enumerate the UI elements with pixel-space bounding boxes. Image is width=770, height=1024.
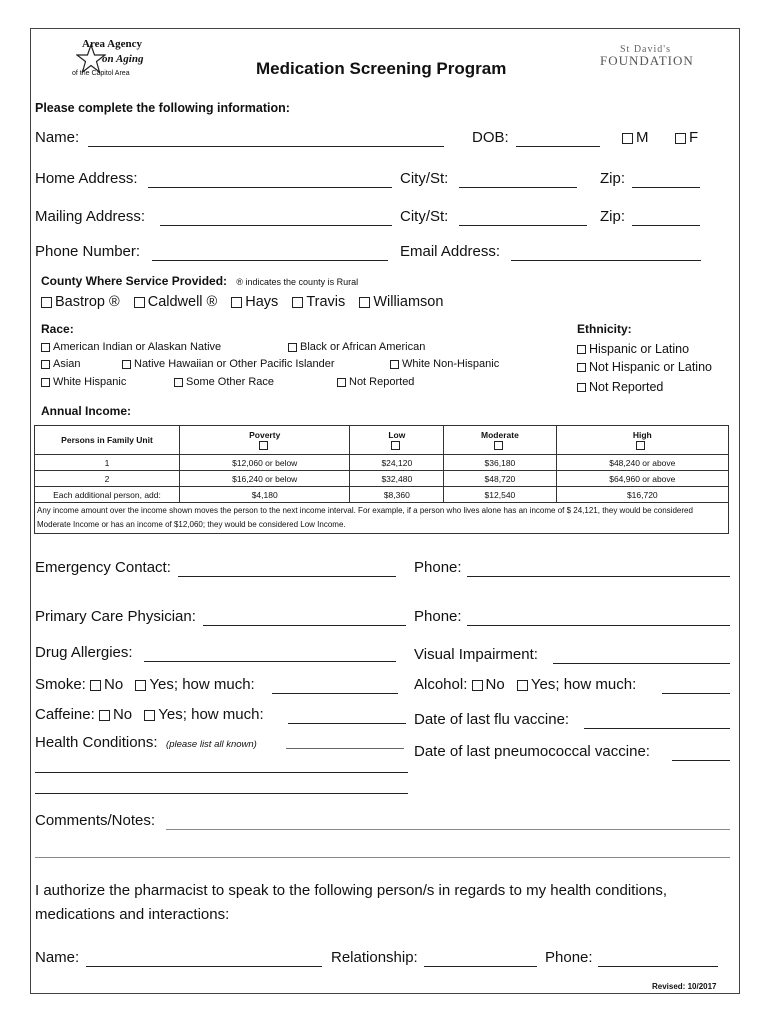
county-bastrop-label: Bastrop ® [55, 294, 120, 310]
foundation-logo-main: FOUNDATION [600, 53, 694, 68]
emergency-contact-input[interactable] [178, 576, 396, 577]
checkbox-icon[interactable] [359, 297, 370, 308]
yes-label: Yes; how much: [149, 676, 255, 693]
checkbox-icon[interactable] [494, 441, 503, 450]
county-heading [41, 274, 358, 288]
ethnicity-label: Not Hispanic or Latino [589, 360, 712, 374]
checkbox-icon[interactable] [41, 360, 50, 369]
table-cell: $32,480 [350, 471, 444, 487]
ethnicity-label: Hispanic or Latino [589, 342, 690, 356]
checkbox-icon[interactable] [41, 378, 50, 387]
authorization-text-2: medications and interactions: [35, 906, 230, 923]
auth-name-label: Name: [35, 949, 80, 966]
health-conditions-input-1[interactable] [286, 748, 404, 749]
email-input[interactable] [511, 260, 701, 261]
health-conditions-label: Health Conditions: [35, 734, 158, 751]
dob-label: DOB: [472, 129, 509, 146]
checkbox-icon[interactable] [636, 441, 645, 450]
yes-label: Yes; how much: [158, 706, 264, 723]
ethnicity-option-not-reported[interactable] [577, 380, 663, 394]
caffeine-no[interactable] [99, 706, 132, 723]
income-note: Any income amount over the income shown moves the person to the next income interval. For example, if a person who lives alone has an income of $ 24,121, they would be considered Moderate Income or has an income of $12,060; they would be considered Low Income. [35, 503, 729, 534]
income-col-low-label: Low [388, 429, 406, 440]
home-city-label: City/St: [400, 170, 449, 187]
intro-text: Please complete the following information: [35, 101, 290, 115]
race-label: Some Other Race [186, 376, 275, 388]
checkbox-icon[interactable] [99, 710, 110, 721]
aaa-logo [62, 36, 162, 82]
mailing-address-label: Mailing Address: [35, 208, 146, 225]
table-cell: 2 [35, 471, 180, 487]
checkbox-icon[interactable] [41, 297, 52, 308]
checkbox-icon[interactable] [622, 133, 633, 144]
checkbox-icon[interactable] [292, 297, 303, 308]
primary-care-label: Primary Care Physician: [35, 608, 196, 625]
table-cell: $64,960 or above [556, 471, 728, 487]
checkbox-icon[interactable] [231, 297, 242, 308]
smoke-yes[interactable] [135, 676, 254, 693]
table-cell: Each additional person, add: [35, 487, 180, 503]
ethnicity-heading: Ethnicity: [577, 322, 632, 336]
table-cell: $48,240 or above [556, 455, 728, 471]
auth-phone-label: Phone: [545, 949, 593, 966]
name-label: Name: [35, 129, 80, 146]
pneumococcal-input[interactable] [672, 760, 730, 761]
county-caldwell-label: Caldwell ® [147, 294, 218, 310]
drug-allergies-label: Drug Allergies: [35, 644, 133, 661]
caffeine-amount-input[interactable] [288, 723, 406, 724]
checkbox-icon[interactable] [391, 441, 400, 450]
home-address-label: Home Address: [35, 170, 138, 187]
county-bastrop[interactable] [41, 294, 120, 310]
income-col-high-label: High [632, 429, 652, 440]
emergency-contact-label: Emergency Contact: [35, 559, 171, 576]
phone-number-input[interactable] [152, 260, 388, 261]
checkbox-icon[interactable] [577, 363, 586, 372]
email-label: Email Address: [400, 243, 501, 260]
income-table [34, 425, 729, 534]
county-travis-label: Travis [306, 294, 346, 310]
county-options [41, 294, 443, 310]
ethnicity-option-hispanic[interactable] [577, 342, 689, 356]
income-header-row [35, 426, 729, 455]
mailing-address-input[interactable] [160, 225, 392, 226]
home-address-input[interactable] [148, 187, 392, 188]
auth-name-input[interactable] [86, 966, 322, 967]
no-label: No [112, 706, 133, 723]
checkbox-icon[interactable] [472, 680, 483, 691]
rural-note: ® indicates the county is Rural [236, 277, 359, 287]
income-col-poverty [180, 426, 350, 455]
table-cell: $4,180 [180, 487, 350, 503]
checkbox-icon[interactable] [517, 680, 528, 691]
caffeine-row [35, 706, 264, 723]
logo-sub: of the Capitol Area [72, 70, 130, 77]
foundation-logo [600, 44, 720, 70]
no-label: No [104, 676, 124, 693]
foundation-logo-top: St David's [620, 44, 671, 55]
phone-number-label: Phone Number: [35, 243, 141, 260]
income-col-moderate [444, 426, 556, 455]
checkbox-icon[interactable] [675, 133, 686, 144]
race-label: American Indian or Alaskan Native [53, 341, 222, 353]
checkbox-icon[interactable] [337, 378, 346, 387]
health-conditions-input-3[interactable] [35, 793, 408, 794]
revised-date: Revised: 10/2017 [652, 982, 717, 991]
county-hays[interactable] [231, 294, 278, 310]
checkbox-icon[interactable] [390, 360, 399, 369]
sex-female[interactable] [675, 129, 698, 146]
table-cell: $24,120 [350, 455, 444, 471]
table-cell: $36,180 [444, 455, 556, 471]
logo-line2: on Aging [102, 53, 144, 65]
alcohol-yes[interactable] [517, 676, 636, 693]
race-label: Native Hawaiian or Other Pacific Islander [134, 358, 335, 370]
income-col-persons: Persons in Family Unit [35, 426, 180, 455]
alcohol-no[interactable] [472, 676, 505, 693]
alcohol-label: Alcohol: [414, 676, 468, 693]
race-label: White Non-Hispanic [402, 358, 500, 370]
comments-input-2[interactable] [35, 857, 730, 858]
caffeine-label: Caffeine: [35, 706, 95, 723]
smoke-amount-input[interactable] [272, 693, 398, 694]
checkbox-icon[interactable] [144, 710, 155, 721]
race-option-pacific-islander[interactable] [122, 358, 335, 370]
race-option-white-hispanic[interactable] [41, 376, 126, 388]
visual-impairment-label: Visual Impairment: [414, 646, 538, 663]
table-row [35, 487, 729, 503]
health-conditions-row [35, 734, 257, 752]
race-label: Not Reported [349, 376, 415, 388]
health-conditions-note: (please list all known) [166, 739, 257, 750]
primary-care-input[interactable] [203, 625, 406, 626]
primary-care-phone-input[interactable] [467, 625, 730, 626]
checkbox-icon[interactable] [122, 360, 131, 369]
smoke-label: Smoke: [35, 676, 86, 693]
income-col-moderate-label: Moderate [481, 429, 519, 440]
auth-phone-input[interactable] [598, 966, 718, 967]
flu-vaccine-label: Date of last flu vaccine: [414, 711, 570, 728]
table-cell: $8,360 [350, 487, 444, 503]
table-row [35, 455, 729, 471]
checkbox-icon[interactable] [90, 680, 101, 691]
flu-vaccine-input[interactable] [584, 728, 730, 729]
income-col-poverty-label: Poverty [249, 429, 281, 440]
table-row [35, 471, 729, 487]
county-williamson-label: Williamson [373, 294, 444, 310]
comments-label: Comments/Notes: [35, 812, 156, 829]
emergency-phone-label: Phone: [414, 559, 462, 576]
race-option-not-reported[interactable] [337, 376, 414, 388]
race-option-asian[interactable] [41, 358, 81, 370]
female-label: F [689, 129, 699, 146]
home-city-input[interactable] [459, 187, 577, 188]
race-option-white-non-hispanic[interactable] [390, 358, 499, 370]
name-input[interactable] [88, 146, 444, 147]
checkbox-icon[interactable] [41, 343, 50, 352]
race-option-american-indian[interactable] [41, 341, 221, 353]
alcohol-row [414, 676, 636, 693]
emergency-phone-input[interactable] [467, 576, 730, 577]
mailing-zip-input[interactable] [632, 225, 700, 226]
home-zip-input[interactable] [632, 187, 700, 188]
race-heading: Race: [41, 322, 74, 336]
county-travis[interactable] [292, 294, 345, 310]
visual-impairment-input[interactable] [553, 663, 730, 664]
race-label: White Hispanic [53, 376, 127, 388]
male-label: M [636, 129, 649, 146]
county-hays-label: Hays [245, 294, 279, 310]
logo-line1: Area Agency [82, 38, 142, 50]
ethnicity-label: Not Reported [589, 380, 664, 394]
income-heading: Annual Income: [41, 404, 132, 418]
race-option-other[interactable] [174, 376, 274, 388]
sex-male[interactable] [622, 129, 649, 146]
pneumococcal-label: Date of last pneumococcal vaccine: [414, 743, 650, 760]
checkbox-icon[interactable] [288, 343, 297, 352]
checkbox-icon[interactable] [135, 680, 146, 691]
race-option-black[interactable] [288, 341, 425, 353]
auth-relationship-label: Relationship: [331, 949, 418, 966]
drug-allergies-input[interactable] [144, 661, 396, 662]
health-conditions-input-2[interactable] [35, 772, 408, 773]
table-cell: 1 [35, 455, 180, 471]
smoke-no[interactable] [90, 676, 123, 693]
table-cell: $48,720 [444, 471, 556, 487]
no-label: No [485, 676, 505, 693]
income-note-row [35, 503, 729, 534]
checkbox-icon[interactable] [577, 383, 586, 392]
checkbox-icon[interactable] [577, 345, 586, 354]
alcohol-amount-input[interactable] [662, 693, 730, 694]
table-cell: $12,060 or below [180, 455, 350, 471]
county-williamson[interactable] [359, 294, 443, 310]
yes-label: Yes; how much: [530, 676, 637, 693]
mailing-zip-label: Zip: [600, 208, 626, 225]
income-col-low [350, 426, 444, 455]
comments-input-1[interactable] [166, 829, 730, 830]
race-label: Asian [53, 358, 81, 370]
primary-care-phone-label: Phone: [414, 608, 462, 625]
table-cell: $12,540 [444, 487, 556, 503]
county-heading-text: County Where Service Provided: [41, 274, 228, 288]
race-label: Black or African American [300, 341, 426, 353]
smoke-row [35, 676, 255, 693]
home-zip-label: Zip: [600, 170, 626, 187]
table-cell: $16,720 [556, 487, 728, 503]
checkbox-icon[interactable] [134, 297, 145, 308]
mailing-city-label: City/St: [400, 208, 449, 225]
county-caldwell[interactable] [134, 294, 218, 310]
auth-relationship-input[interactable] [424, 966, 537, 967]
caffeine-yes[interactable] [144, 706, 263, 723]
ethnicity-option-not-hispanic[interactable] [577, 360, 712, 374]
table-cell: $16,240 or below [180, 471, 350, 487]
income-col-high [556, 426, 728, 455]
checkbox-icon[interactable] [174, 378, 183, 387]
mailing-city-input[interactable] [459, 225, 587, 226]
page-title: Medication Screening Program [256, 59, 507, 78]
checkbox-icon[interactable] [259, 441, 268, 450]
authorization-text-1: I authorize the pharmacist to speak to the following person/s in regards to my health conditions, [35, 882, 668, 899]
dob-input[interactable] [516, 146, 600, 147]
